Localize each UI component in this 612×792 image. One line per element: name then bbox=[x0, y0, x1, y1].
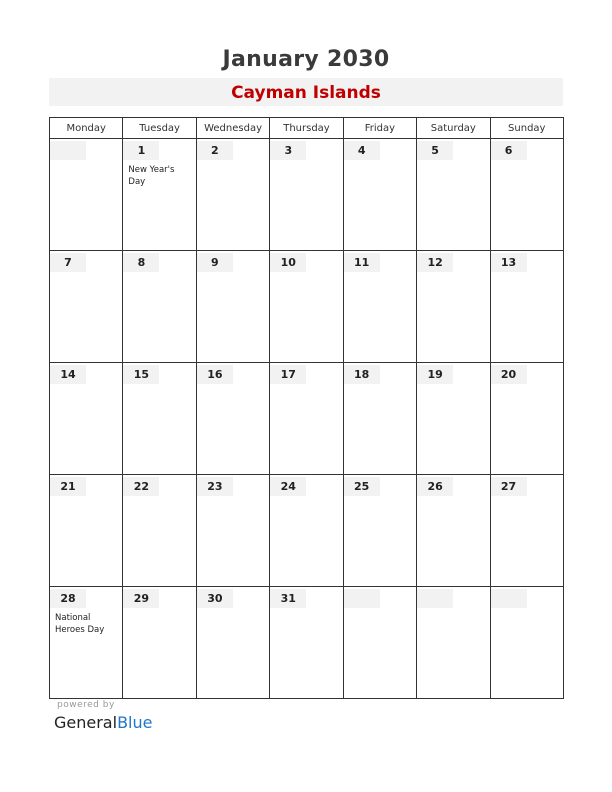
week-row bbox=[50, 251, 564, 363]
day-number: 19 bbox=[417, 365, 453, 384]
day-number bbox=[417, 589, 453, 608]
week-row bbox=[50, 139, 564, 251]
day-cell bbox=[123, 251, 196, 363]
day-cell bbox=[417, 587, 490, 699]
day-number: 3 bbox=[270, 141, 306, 160]
day-number: 7 bbox=[50, 253, 86, 272]
day-cell bbox=[490, 587, 563, 699]
day-cell bbox=[490, 251, 563, 363]
brand-general: General bbox=[54, 713, 118, 732]
day-cell bbox=[270, 139, 343, 251]
day-cell bbox=[123, 475, 196, 587]
day-number: 1 bbox=[123, 141, 159, 160]
day-number: 28 bbox=[50, 589, 86, 608]
day-number: 16 bbox=[197, 365, 233, 384]
brand-logo bbox=[54, 713, 152, 732]
day-number: 15 bbox=[123, 365, 159, 384]
day-number: 23 bbox=[197, 477, 233, 496]
day-number: 21 bbox=[50, 477, 86, 496]
calendar-grid bbox=[49, 117, 564, 699]
day-cell bbox=[417, 139, 490, 251]
day-number bbox=[50, 141, 86, 160]
day-cell bbox=[123, 587, 196, 699]
day-number: 13 bbox=[491, 253, 527, 272]
day-number: 30 bbox=[197, 589, 233, 608]
day-number: 31 bbox=[270, 589, 306, 608]
day-cell bbox=[196, 251, 269, 363]
day-number: 17 bbox=[270, 365, 306, 384]
day-cell bbox=[270, 251, 343, 363]
day-number: 5 bbox=[417, 141, 453, 160]
day-cell bbox=[50, 475, 123, 587]
day-number: 8 bbox=[123, 253, 159, 272]
day-number: 2 bbox=[197, 141, 233, 160]
week-row bbox=[50, 587, 564, 699]
day-number: 26 bbox=[417, 477, 453, 496]
day-cell bbox=[490, 475, 563, 587]
page-title: January 2030 bbox=[222, 47, 390, 72]
weekday-header: Friday bbox=[343, 118, 416, 139]
holiday-label: New Year's Day bbox=[128, 165, 175, 187]
day-cell bbox=[417, 251, 490, 363]
weekday-header-row bbox=[50, 118, 564, 139]
day-number: 10 bbox=[270, 253, 306, 272]
day-number: 27 bbox=[491, 477, 527, 496]
day-number: 20 bbox=[491, 365, 527, 384]
weekday-header: Sunday bbox=[490, 118, 563, 139]
powered-by-label: powered by bbox=[57, 700, 115, 710]
day-cell bbox=[490, 139, 563, 251]
day-number: 29 bbox=[123, 589, 159, 608]
weekday-header: Monday bbox=[50, 118, 123, 139]
day-number: 24 bbox=[270, 477, 306, 496]
day-number: 14 bbox=[50, 365, 86, 384]
weekday-header: Tuesday bbox=[123, 118, 196, 139]
day-number bbox=[491, 589, 527, 608]
day-cell bbox=[196, 363, 269, 475]
day-number bbox=[344, 589, 380, 608]
brand-blue: Blue bbox=[117, 713, 153, 732]
day-cell bbox=[50, 363, 123, 475]
day-cell bbox=[123, 139, 196, 251]
day-cell bbox=[343, 251, 416, 363]
weekday-header: Thursday bbox=[270, 118, 343, 139]
day-cell bbox=[343, 587, 416, 699]
day-cell bbox=[270, 475, 343, 587]
holiday-label: National Heroes Day bbox=[55, 613, 105, 635]
day-cell bbox=[123, 363, 196, 475]
day-cell bbox=[196, 475, 269, 587]
country-name: Cayman Islands bbox=[49, 78, 563, 106]
day-cell bbox=[50, 587, 123, 699]
day-cell bbox=[50, 251, 123, 363]
day-cell bbox=[196, 587, 269, 699]
day-number: 25 bbox=[344, 477, 380, 496]
day-cell bbox=[343, 475, 416, 587]
day-cell bbox=[270, 587, 343, 699]
day-cell bbox=[417, 363, 490, 475]
day-number: 9 bbox=[197, 253, 233, 272]
day-cell bbox=[417, 475, 490, 587]
week-row bbox=[50, 475, 564, 587]
day-number: 4 bbox=[344, 141, 380, 160]
day-cell bbox=[343, 363, 416, 475]
day-number: 12 bbox=[417, 253, 453, 272]
day-number: 6 bbox=[491, 141, 527, 160]
week-row bbox=[50, 363, 564, 475]
day-cell bbox=[50, 139, 123, 251]
weekday-header: Wednesday bbox=[196, 118, 269, 139]
weekday-header: Saturday bbox=[417, 118, 490, 139]
day-cell bbox=[196, 139, 269, 251]
day-cell bbox=[343, 139, 416, 251]
day-number: 22 bbox=[123, 477, 159, 496]
day-cell bbox=[270, 363, 343, 475]
day-number: 18 bbox=[344, 365, 380, 384]
day-number: 11 bbox=[344, 253, 380, 272]
day-cell bbox=[490, 363, 563, 475]
